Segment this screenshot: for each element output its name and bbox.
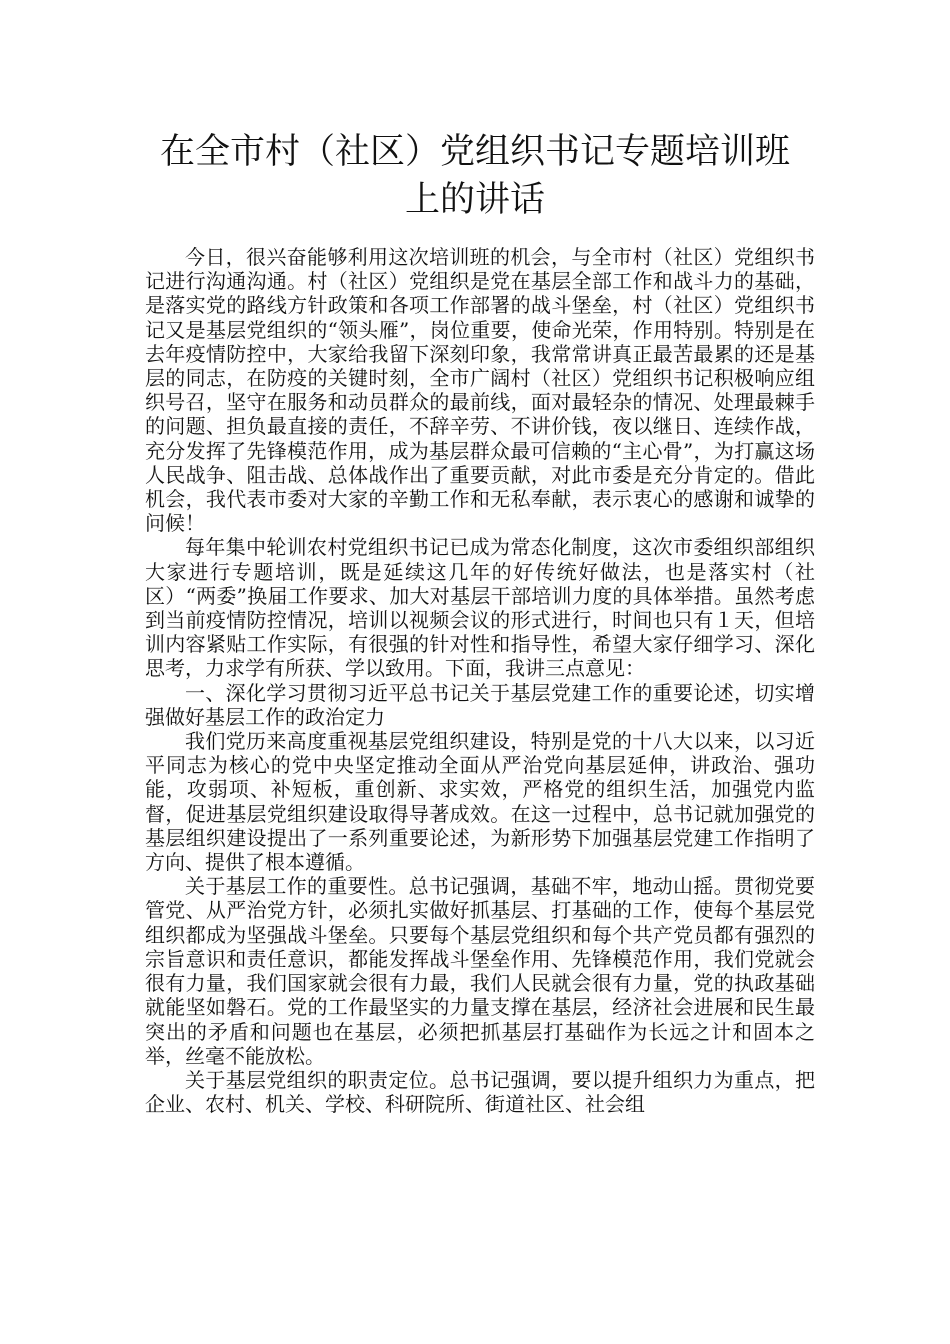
section-heading-1: 一、深化学习贯彻习近平总书记关于基层党建工作的重要论述，切实增强做好基层工作的政治定力 <box>145 680 815 729</box>
document-title <box>120 128 830 224</box>
title-line-1: 在全市村（社区）党组织书记专题培训班 <box>159 132 790 172</box>
paragraph-importance: 关于基层工作的重要性。总书记强调，基础不牢，地动山摇。贯彻党要管党、从严治党方针，必须扎实做好抓基层、打基础的工作，使每个基层党组织都成为坚强战斗堡垒。只要每个基层党组织和每个共产党员都有强烈的宗旨意识和责任意识，都能发挥战斗堡垒作用、先锋模范作用，我们党就会很有力量，我们国家就会很有力最，我们人民就会很有力量，党的执政基础就能坚如磐石。党的工作最坚实的力量支撑在基层，经济社会进展和民生最突出的矛盾和问题也在基层，必须把抓基层打基础作为长远之计和固本之举，丝毫不能放松。 <box>145 874 815 1068</box>
paragraph-responsibility: 关于基层党组织的职责定位。总书记强调，要以提升组织力为重点，把企业、农村、机关、学校、科研院所、街道社区、社会组 <box>145 1067 815 1117</box>
title-line-2: 上的讲话 <box>404 180 545 220</box>
paragraph-party-history: 我们党历来高度重视基层党组织建设，特别是党的十八大以来，以习近平同志为核心的党中央坚定推动全面从严治党向基层延伸，讲政治、强功能，攻弱项、补短板，重创新、求实效，严格党的组织生活，加强党内监督，促进基层党组织建设取得导著成效。在这一过程中，总书记就加强党的基层组织建设提出了一系列重要论述，为新形势下加强基层党建工作指明了方向、提供了根本遵循。 <box>145 729 815 875</box>
document-body <box>145 245 815 1116</box>
paragraph-training: 每年集中轮训农村党组织书记已成为常态化制度，这次市委组织部组织大家进行专题培训，既是延续这几年的好传统好做法，也是落实村（社区）“两委”换届工作要求、加大对基层干部培训力度的具体举措。虽然考虑到当前疫情防控情况，培训以视频会议的形式进行，时间也只有１天，但培训内容紧贴工作实际，有很强的针对性和指导性，希望大家仔细学习、深化思考，力求学有所获、学以致用。下面，我讲三点意见： <box>145 535 815 681</box>
paragraph-intro: 今日，很兴奋能够利用这次培训班的机会，与全市村（社区）党组织书记进行沟通沟通。村（社区）党组织是党在基层全部工作和战斗力的基础，是落实党的路线方针政策和各项工作部署的战斗堡垒，村（社区）党组织书记又是基层党组织的“领头雁”，岗位重要，使命光荣，作用特别。特别是在去年疫情防控中，大家给我留下深刻印象，我常常讲真正最苦最累的还是基层的同志，在防疫的关键时刻，全市广阔村（社区）党组织书记积极响应组织号召，坚守在服务和动员群众的最前线，面对最轻杂的情况、处理最棘手的问题、担负最直接的责任，不辞辛劳、不讲价钱，夜以继日、连续作战，充分发挥了先锋模范作用，成为基层群众最可信赖的“主心骨”，为打赢这场人民战争、阻击战、总体战作出了重要贡献，对此市委是充分肯定的。借此机会，我代表市委对大家的辛勤工作和无私奉献，表示衷心的感谢和诚挚的问候！ <box>145 245 815 536</box>
